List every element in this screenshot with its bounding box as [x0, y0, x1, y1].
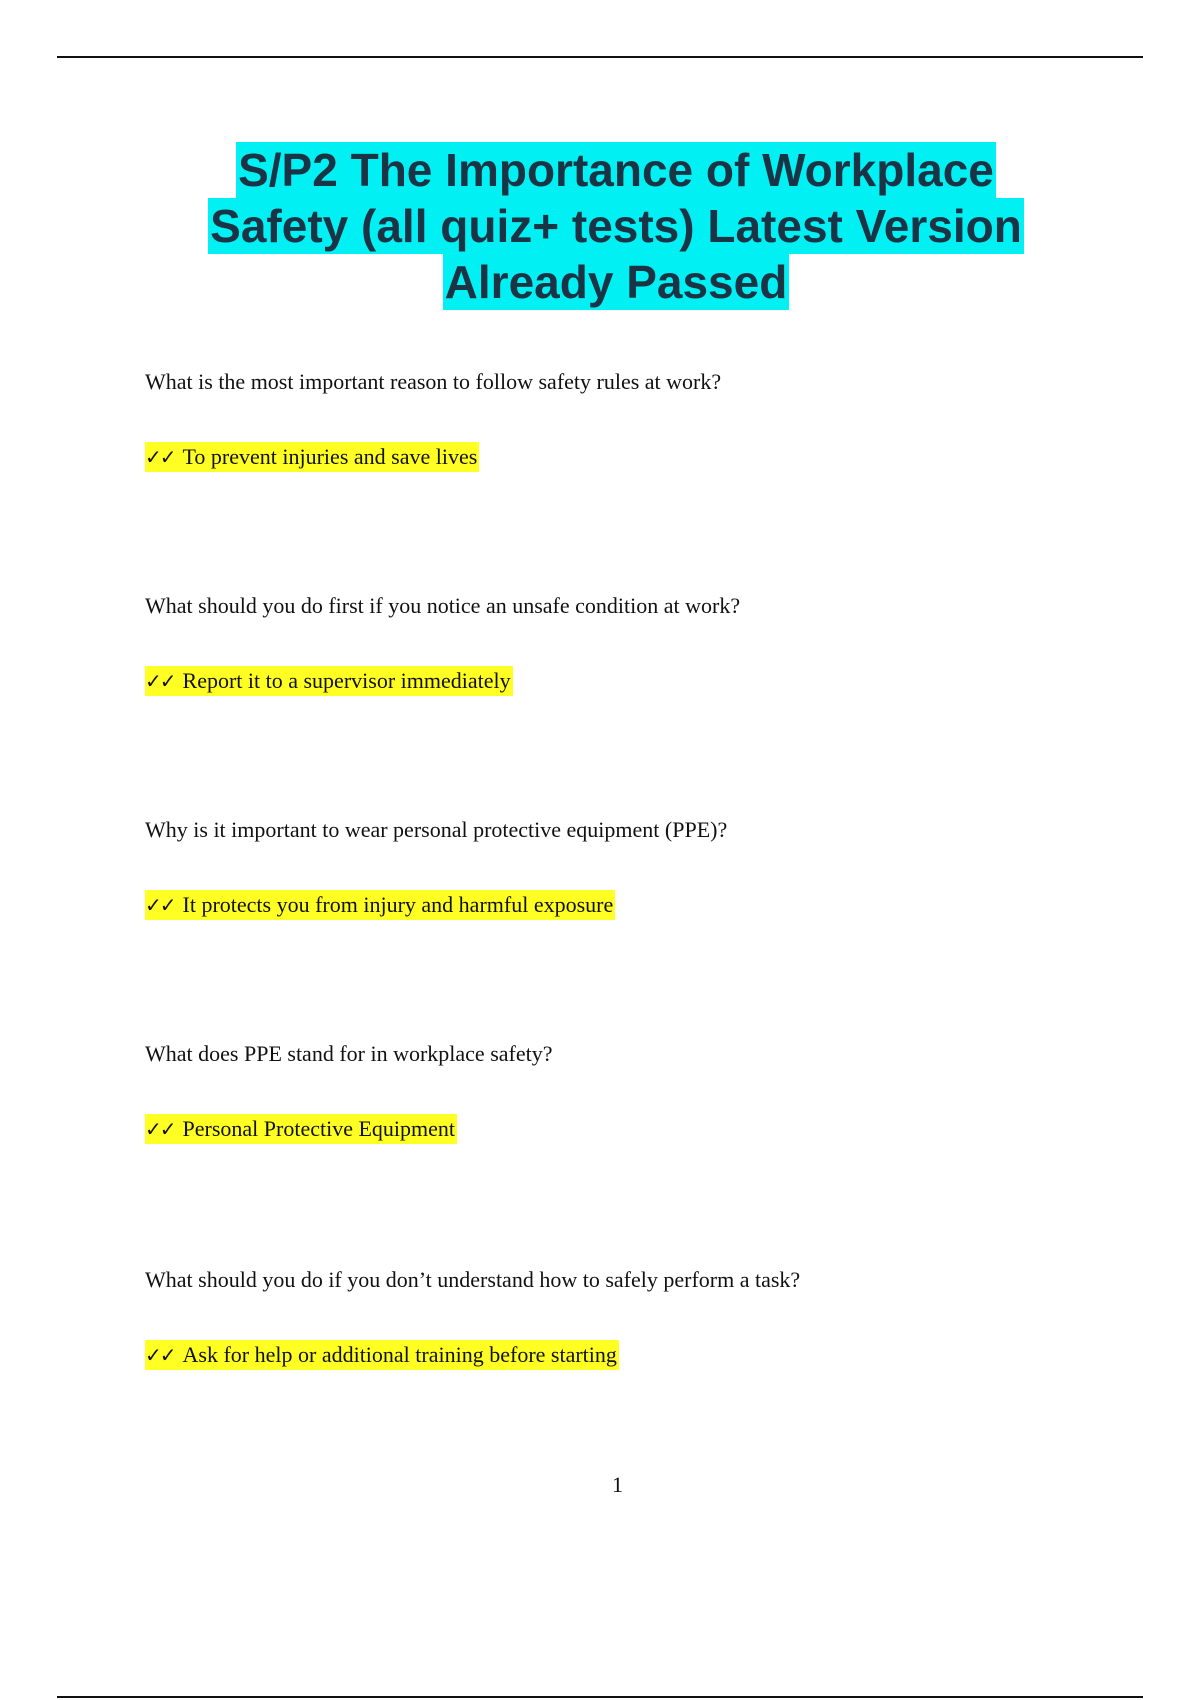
- answer-highlight: [145, 442, 479, 472]
- answer-highlight: [145, 890, 615, 920]
- question-text: Why is it important to wear personal protective equipment (PPE)?: [145, 817, 728, 842]
- answer-text: To prevent injuries and save lives: [182, 444, 478, 469]
- question-text: What should you do first if you notice an unsafe condition at work?: [145, 593, 741, 618]
- answer-text: Ask for help or additional training before starting: [182, 1342, 617, 1367]
- qa-item-5: [145, 1266, 800, 1370]
- qa-item-4: [145, 1040, 553, 1144]
- title-line-2: Safety (all quiz+ tests) Latest Version: [210, 200, 1022, 252]
- question-text: What is the most important reason to follow safety rules at work?: [145, 369, 722, 394]
- answer-highlight: [145, 1340, 619, 1370]
- double-check-icon: ✓✓: [145, 669, 175, 693]
- document-title: [120, 142, 1112, 310]
- answer-text: Personal Protective Equipment: [182, 1116, 456, 1141]
- double-check-icon: ✓✓: [145, 1343, 175, 1367]
- answer-highlight: [145, 1114, 457, 1144]
- question-text: What does PPE stand for in workplace safety?: [145, 1041, 553, 1066]
- qa-item-3: [145, 816, 727, 920]
- header-rule: [57, 56, 1143, 58]
- qa-item-2: [145, 592, 740, 696]
- page-number: 1: [612, 1472, 623, 1497]
- footer-rule: [57, 1696, 1143, 1698]
- title-line-1: S/P2 The Importance of Workplace: [238, 144, 994, 196]
- qa-item-1: [145, 368, 721, 472]
- double-check-icon: ✓✓: [145, 1117, 175, 1141]
- double-check-icon: ✓✓: [145, 893, 175, 917]
- answer-text: It protects you from injury and harmful exposure: [182, 892, 614, 917]
- answer-highlight: [145, 666, 513, 696]
- title-line-3: Already Passed: [444, 256, 788, 308]
- question-text: What should you do if you don’t understand how to safely perform a task?: [145, 1267, 801, 1292]
- double-check-icon: ✓✓: [145, 445, 175, 469]
- answer-text: Report it to a supervisor immediately: [182, 668, 511, 693]
